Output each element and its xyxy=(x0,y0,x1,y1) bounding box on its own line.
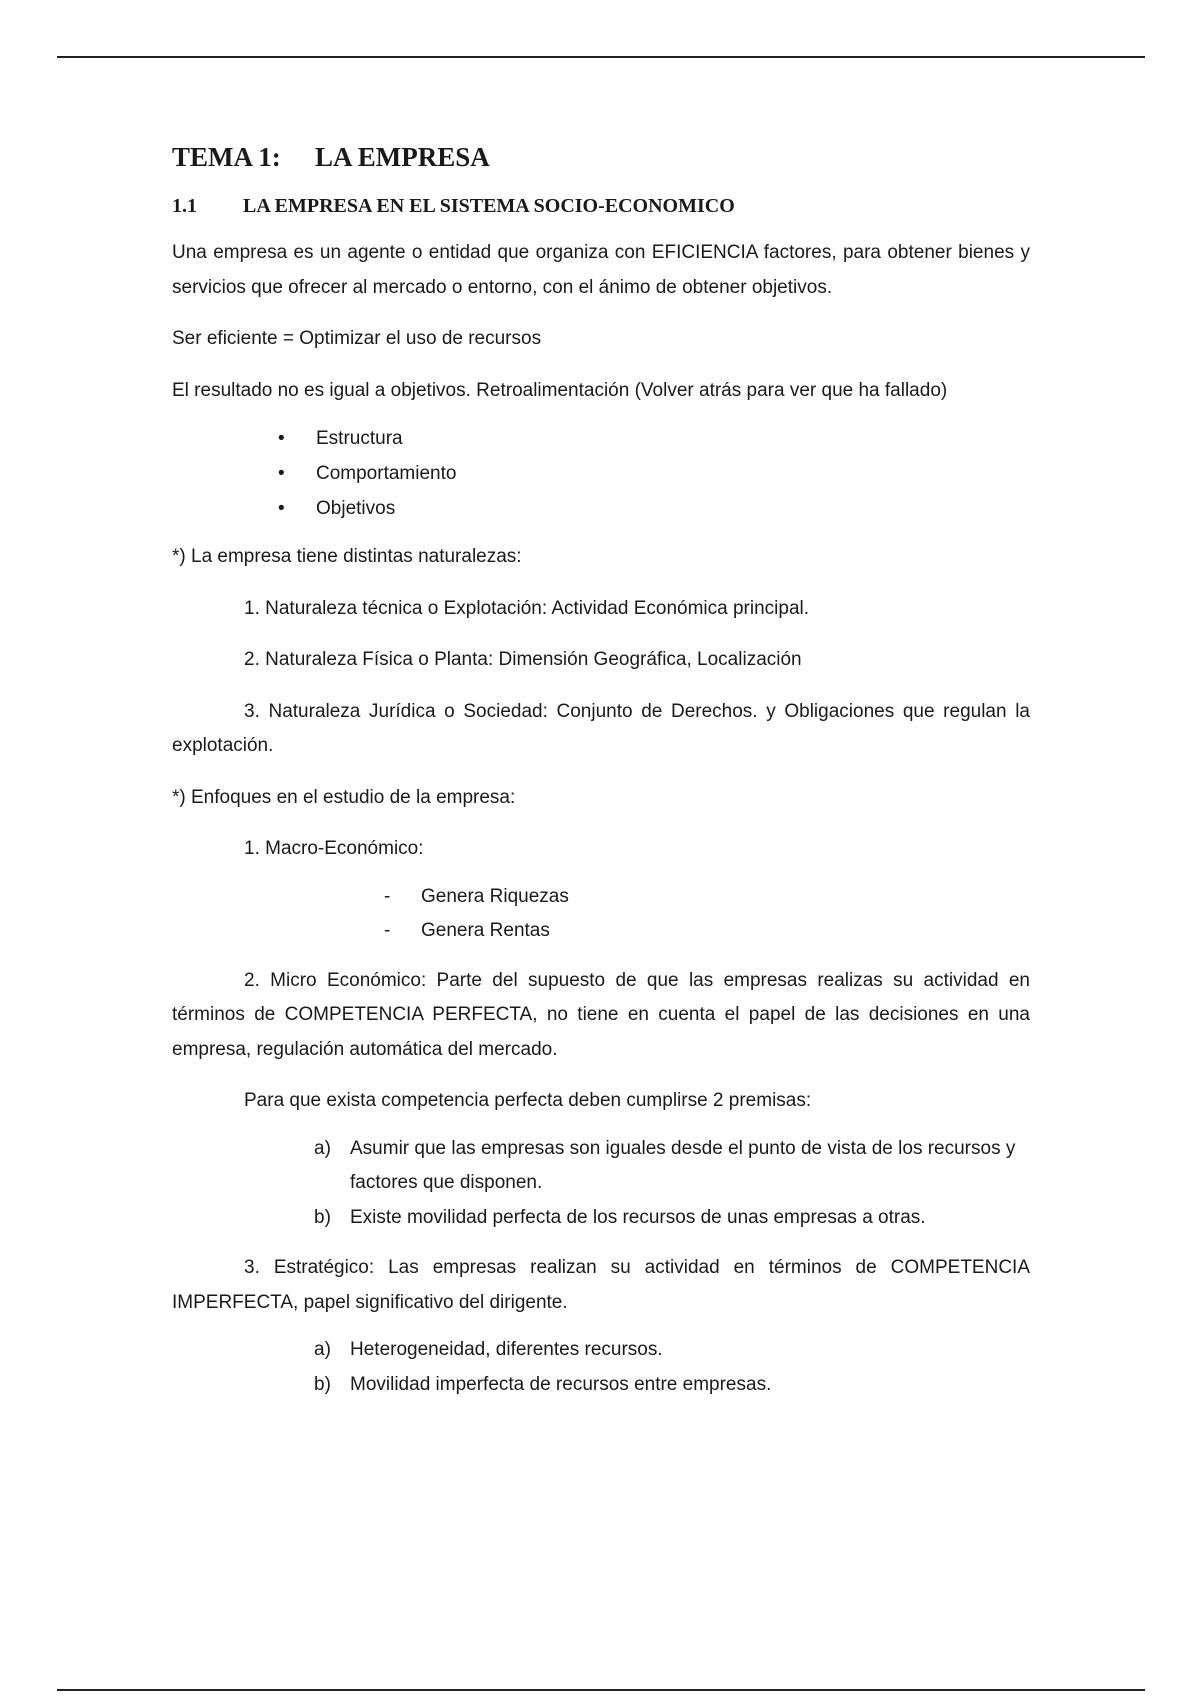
list-marker: a) xyxy=(314,1339,331,1360)
strategic-paragraph: 3. Estratégico: Las empresas realizan su actividad en términos de COMPETENCIA IMPERFECTA, papel significativo del dirigente. xyxy=(172,1257,1030,1313)
section-heading xyxy=(172,195,1030,218)
list-item xyxy=(172,1201,1030,1236)
list-text: Existe movilidad perfecta de los recursos de unas empresas a otras. xyxy=(350,1206,926,1228)
list-marker: b) xyxy=(314,1206,331,1228)
footer-rule xyxy=(57,1689,1145,1691)
list-text: Movilidad imperfecta de recursos entre empresas. xyxy=(350,1373,772,1395)
premises-intro: Para que exista competencia perfecta deben cumplirse 2 premisas: xyxy=(244,1090,812,1111)
approaches-intro: *) Enfoques en el estudio de la empresa: xyxy=(172,786,516,808)
macro-heading: 1. Macro-Económico: xyxy=(244,838,424,859)
list-text: Heterogeneidad, diferentes recursos. xyxy=(350,1339,663,1360)
chapter-title: LA EMPRESA xyxy=(315,142,490,172)
nature-3: 3. Naturaleza Jurídica o Sociedad: Conjunto de Derechos. y Obligaciones que regulan la explotación. xyxy=(172,700,1030,756)
list-item xyxy=(172,1368,1030,1403)
micro-paragraph: 2. Micro Económico: Parte del supuesto de que las empresas realizas su actividad en términos de COMPETENCIA PERFECTA, no tiene en cuenta el papel de las decisiones en una empresa, regulación automática del mercado. xyxy=(172,969,1030,1060)
section-number: 1.1 xyxy=(172,195,197,217)
macro-list xyxy=(172,880,1030,948)
chapter-heading xyxy=(172,142,1030,173)
list-item xyxy=(172,1132,1030,1201)
list-item: - Genera Riquezas xyxy=(172,880,1030,914)
list-item: • Objetivos xyxy=(172,491,1030,526)
section-title: LA EMPRESA EN EL SISTEMA SOCIO-ECONOMICO xyxy=(243,195,735,217)
efficiency-paragraph: Ser eficiente = Optimizar el uso de recursos xyxy=(172,328,542,349)
chapter-number: TEMA 1: xyxy=(172,142,281,172)
premises-list xyxy=(172,1132,1030,1236)
nature-2: 2. Naturaleza Física o Planta: Dimensión Geográfica, Localización xyxy=(244,649,802,670)
header-rule xyxy=(57,56,1145,58)
definition-paragraph: Una empresa es un agente o entidad que organiza con EFICIENCIA factores, para obtener bienes y servicios que ofrecer al mercado o entorno, con el ánimo de obtener objetivos. xyxy=(172,242,1030,298)
list-item: • Comportamiento xyxy=(172,456,1030,491)
feedback-paragraph: El resultado no es igual a objetivos. Retroalimentación (Volver atrás para ver que ha fallado) xyxy=(172,379,948,401)
list-item xyxy=(172,1333,1030,1368)
natures-intro: *) La empresa tiene distintas naturalezas: xyxy=(172,546,522,567)
list-text: Asumir que las empresas son iguales desde el punto de vista de los recursos y factores que disponen. xyxy=(350,1137,1016,1193)
list-item: • Estructura xyxy=(172,421,1030,456)
list-marker: a) xyxy=(314,1137,331,1159)
nature-1: 1. Naturaleza técnica o Explotación: Actividad Económica principal. xyxy=(244,597,810,619)
bullet-list xyxy=(172,421,1030,526)
list-item: - Genera Rentas xyxy=(172,914,1030,948)
strategic-list xyxy=(172,1333,1030,1402)
document-page xyxy=(172,142,1030,1418)
list-marker: b) xyxy=(314,1373,331,1395)
